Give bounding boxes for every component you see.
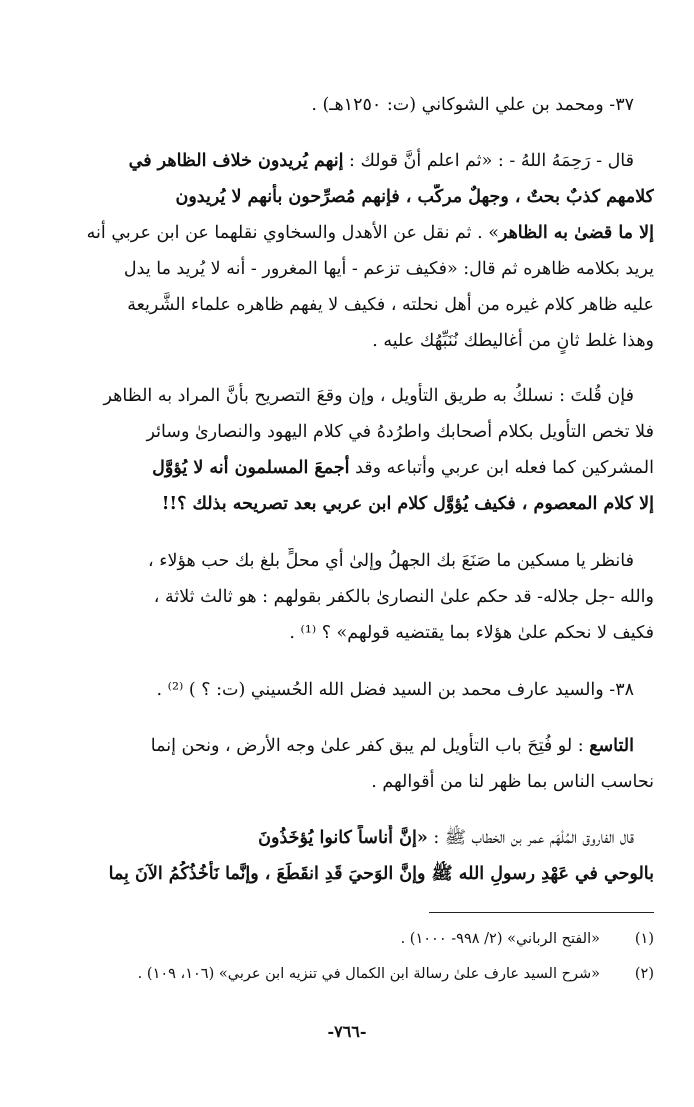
para1-line6: وهذا غلط ثانٍ من أغاليطك نُنَبِّهُك عليه . [372, 331, 654, 351]
para4-term: التاسع [589, 736, 634, 756]
para4-line1 [40, 733, 634, 759]
para1-line3-bold: إلا ما قضىٰ به الظاهر [498, 223, 654, 243]
para1-line1 [40, 148, 634, 174]
para5-line2: بالوحي في عَهْدِ رسولِ الله ﷺ وإنَّ الوَحيَ قَدِ انقَطَعَ ، وإنَّما نَأخُذُكُمُ الآنَ بِما [108, 864, 654, 884]
para1-line2: كلامهم كذبٌ بحتٌ ، وجهلٌ مركّب ، فإنهم مُصرِّحون بأنهم لا يُريدون [175, 187, 654, 207]
para2-line3 [40, 455, 654, 481]
para2-line1: فإن قُلتَ : نسلكُ به طريق التأويل ، وإن وقعَ التصريح بأنَّ المراد به الظاهر [103, 386, 634, 406]
para2-line2: فلا تخص التأويل بكلام أصحابك واطرُدهُ في كلام اليهود والنصارىٰ وسائر [146, 422, 654, 442]
page-body [40, 0, 654, 1107]
para4-line1-plain: : لو فُتِحَ باب التأويل لم يبق كفر علىٰ وجه الأرض ، ونحن إنما [150, 736, 590, 756]
heading-38: ٣٨- والسيد عارف محمد بن السيد فضل الله الحُسيني (ت: ؟ ) ⁽²⁾ . [156, 680, 634, 700]
footnote-1-text: «الفتح الرباني» (٢/ ٩٩٨- ١٠٠٠) . [400, 931, 600, 947]
para2-line4: إلا كلام المعصوم ، فكيف يُؤوَّل كلام ابن عربي بعد تصريحه بذلك ؟!! [161, 494, 654, 514]
para2-line3-bold: أجمعَ المسلمون أنه لا يُؤوَّل [152, 458, 350, 478]
footnote-1 [40, 928, 654, 950]
para5-line1-plain: قال الفاروق المُلْهَم عمر بن الخطاب ﷺ : [427, 828, 634, 848]
page-number: -٧٦٦- [327, 1022, 367, 1041]
footnote-2 [40, 963, 654, 985]
para1-line1-bold: إنهم يُريدون خلاف الظاهر في [128, 151, 344, 171]
para5-line1-bold: «إنَّ أُناساً كانوا يُؤخَذُونَ [258, 828, 428, 848]
para5-line1 [40, 825, 634, 851]
para1-line1-plain: قال - رَحِمَهُ اللهُ - : «ثم اعلم أنَّ قولك : [343, 151, 634, 171]
para4-line2: نحاسب الناس بما ظهر لنا من أقوالهم . [371, 772, 654, 792]
heading-37: ٣٧- ومحمد بن علي الشوكاني (ت: ١٢٥٠هـ) . [311, 95, 634, 115]
footnote-2-number: (٢) [634, 966, 654, 982]
footnote-1-number: (١) [634, 931, 654, 947]
para3-line3: فكيف لا نحكم علىٰ هؤلاء بما يقتضيه قولهم» ؟ ⁽¹⁾ . [289, 623, 654, 643]
footnote-rule [429, 912, 654, 913]
para3-line1: فانظر يا مسكين ما صَنَعَ بك الجهلُ وإلىٰ أي محلٍّ بلغ بك حب هؤلاء ، [148, 551, 634, 571]
para1-line5: عليه ظاهر كلام غيره من أهل نحلته ، فكيف لا يفهم ظاهره علماء الشَّريعة [127, 295, 654, 315]
footnote-2-text: «شرح السيد عارف علىٰ رسالة ابن الكمال في تنزيه ابن عربي» (١٠٦، ١٠٩) . [137, 966, 600, 982]
para1-line4: يريد بكلامه ظاهره ثم قال: «فكيف تزعم - أيها المغرور - أنه لا يُريد ما يدل [123, 259, 654, 279]
para3-line2: والله -جل جلاله- قد حكم علىٰ النصارىٰ بالكفر بقولهم : هو ثالث ثلاثة ، [153, 587, 654, 607]
para2-line3-plain: المشركين كما فعله ابن عربي وأتباعه وقد [349, 458, 654, 478]
para1-line3 [40, 220, 654, 246]
para1-line3-plain: » . ثم نقل عن الأهدل والسخاوي نقلهما عن ابن عربي أنه [86, 223, 499, 243]
